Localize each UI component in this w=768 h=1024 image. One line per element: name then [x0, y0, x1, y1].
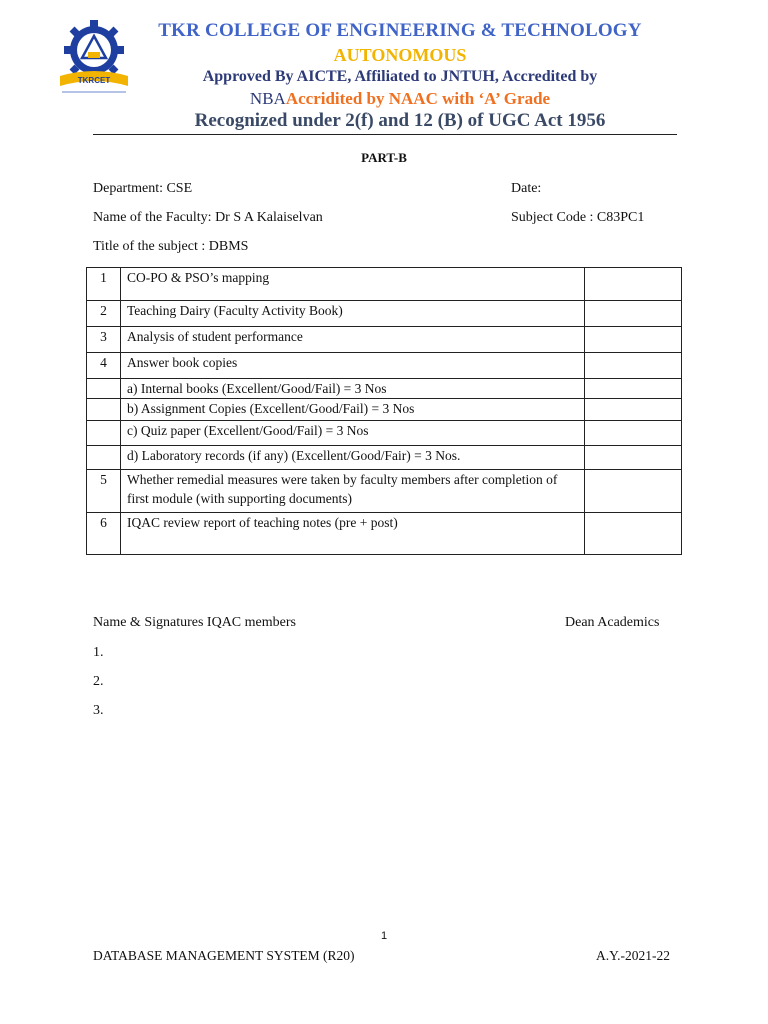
row-text: IQAC review report of teaching notes (pre + post)	[121, 513, 585, 555]
table-row	[87, 301, 682, 327]
faculty-field: Name of the Faculty: Dr S A Kalaiselvan	[93, 210, 323, 225]
nba-text: NBA	[249, 89, 286, 108]
iqac-signatures-label: Name & Signatures IQAC members	[93, 615, 296, 630]
row-text: Whether remedial measures were taken by faculty members after completion of first module (with supporting documents)	[121, 470, 585, 513]
subject-code-field: Subject Code : C83PC1	[511, 210, 645, 225]
naac-text: Accridited by NAAC with ‘A’ Grade	[285, 89, 551, 108]
row-number: 3	[87, 327, 121, 353]
table-row	[87, 446, 682, 470]
row-check-cell	[585, 353, 682, 379]
table-row	[87, 379, 682, 399]
row-number: 1	[87, 268, 121, 301]
row-check-cell	[585, 446, 682, 470]
row-number: 4	[87, 353, 121, 379]
row-number: 5	[87, 470, 121, 513]
signature-line: 1.	[93, 645, 104, 660]
row-check-cell	[585, 379, 682, 399]
table-row	[87, 399, 682, 421]
row-text: a) Internal books (Excellent/Good/Fail) = 3 Nos	[121, 379, 585, 399]
row-number: 2	[87, 301, 121, 327]
row-check-cell	[585, 513, 682, 555]
college-logo	[52, 16, 136, 100]
row-check-cell	[585, 327, 682, 353]
table-row	[87, 513, 682, 555]
accreditation-line	[140, 89, 660, 109]
footer-course: DATABASE MANAGEMENT SYSTEM (R20)	[93, 948, 355, 963]
row-text: d) Laboratory records (if any) (Excellent/Good/Fair) = 3 Nos.	[121, 446, 585, 470]
autonomous-label: AUTONOMOUS	[333, 45, 467, 65]
table-row	[87, 421, 682, 446]
page-number: 1	[380, 930, 388, 942]
date-field: Date:	[511, 181, 542, 196]
row-check-cell	[585, 399, 682, 421]
row-check-cell	[585, 470, 682, 513]
row-number	[87, 399, 121, 421]
row-check-cell	[585, 421, 682, 446]
signature-line: 2.	[93, 674, 104, 689]
row-text: b) Assignment Copies (Excellent/Good/Fail) = 3 Nos	[121, 399, 585, 421]
dean-academics-label: Dean Academics	[565, 615, 660, 630]
department-field: Department: CSE	[93, 181, 193, 196]
ugc-recognition: Recognized under 2(f) and 12 (B) of UGC Act 1956	[194, 110, 606, 131]
row-text: Teaching Dairy (Faculty Activity Book)	[121, 301, 585, 327]
svg-text:TKRCET: TKRCET	[77, 76, 111, 85]
header-divider	[93, 134, 677, 135]
part-heading: PART-B	[361, 150, 407, 165]
college-name: TKR COLLEGE OF ENGINEERING & TECHNOLOGY	[158, 20, 642, 41]
row-number	[87, 446, 121, 470]
footer-academic-year: A.Y.-2021-22	[596, 948, 670, 963]
row-number: 6	[87, 513, 121, 555]
row-number	[87, 421, 121, 446]
signature-line: 3.	[93, 703, 104, 718]
checklist-table	[86, 267, 682, 555]
table-row	[87, 353, 682, 379]
table-row	[87, 327, 682, 353]
row-text: Answer book copies	[121, 353, 585, 379]
row-text: c) Quiz paper (Excellent/Good/Fail) = 3 Nos	[121, 421, 585, 446]
row-check-cell	[585, 301, 682, 327]
row-check-cell	[585, 268, 682, 301]
row-text: CO-PO & PSO’s mapping	[121, 268, 585, 301]
subject-title-field: Title of the subject : DBMS	[93, 239, 249, 254]
row-number	[87, 379, 121, 399]
row-text: Analysis of student performance	[121, 327, 585, 353]
table-row	[87, 470, 682, 513]
approval-line: Approved By AICTE, Affiliated to JNTUH, Accredited by	[202, 68, 598, 85]
table-row	[87, 268, 682, 301]
